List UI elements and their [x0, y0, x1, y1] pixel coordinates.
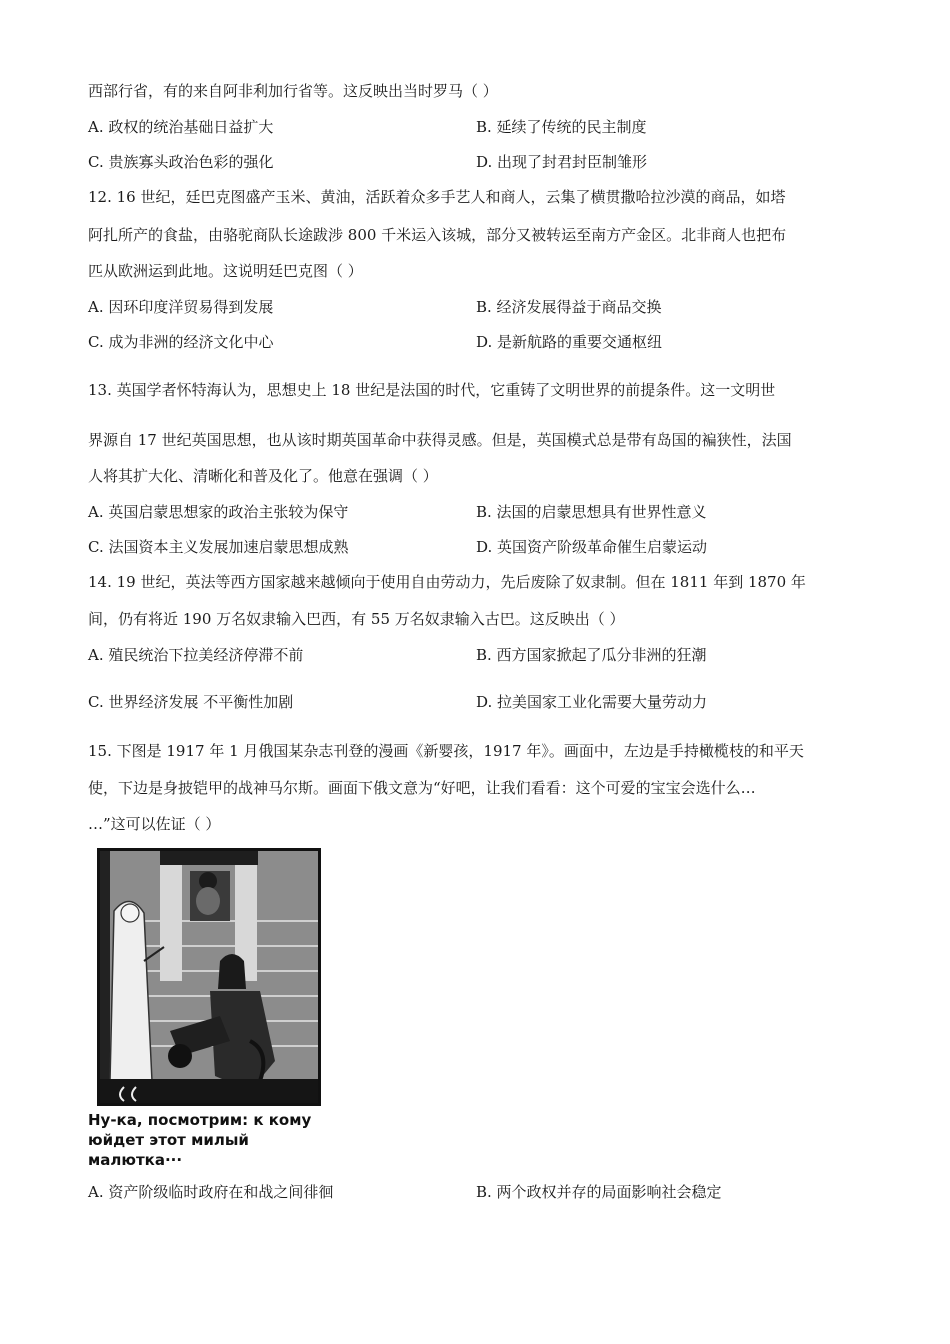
q11-stem: 西部行省，有的来自阿非利加行省等。这反映出当时罗马（ ） — [88, 82, 498, 100]
q15-stem-line-2: 使，下边是身披铠甲的战神马尔斯。画面下俄文意为“好吧，让我们看看：这个可爱的宝宝会选什么… — [88, 779, 756, 797]
q14-option-d: D. 拉美国家工业化需要大量劳动力 — [476, 693, 708, 711]
q11-option-b: B. 延续了传统的民主制度 — [476, 118, 647, 136]
cartoon-caption-line-1: Ну-ка, посмотрим: к кому — [88, 1111, 312, 1129]
q13-option-c: C. 法国资本主义发展加速启蒙思想成熟 — [88, 538, 349, 556]
baby-figure — [190, 871, 230, 921]
cartoon-drawing — [100, 851, 318, 1103]
q15-stem-line-1: 15. 下图是 1917 年 1 月俄国某杂志刊登的漫画《新婴孩，1917 年》。画面中，左边是手持橄榄枝的和平天 — [88, 742, 804, 760]
cartoon-image — [97, 848, 321, 1106]
q13-stem-line-1: 13. 英国学者怀特海认为，思想史上 18 世纪是法国的时代，它重铸了文明世界的前提条件。这一文明世 — [88, 381, 776, 399]
q11-option-c: C. 贵族寡头政治色彩的强化 — [88, 153, 274, 171]
q12-option-d: D. 是新航路的重要交通枢纽 — [476, 333, 663, 351]
cartoon-caption-line-2: юйдет этот милый малютка··· — [88, 1131, 249, 1169]
q12-option-c: C. 成为非洲的经济文化中心 — [88, 333, 274, 351]
q14-option-a: A. 殖民统治下拉美经济停滞不前 — [88, 646, 304, 664]
q14-stem-line-2: 间，仍有将近 190 万名奴隶输入巴西，有 55 万名奴隶输入古巴。这反映出（ ） — [88, 610, 625, 628]
cartoon-caption — [88, 1110, 348, 1170]
q13-stem-line-3: 人将其扩大化、清晰化和普及化了。他意在强调（ ） — [88, 467, 438, 485]
q15-option-b: B. 两个政权并存的局面影响社会稳定 — [476, 1183, 722, 1201]
q11-option-d: D. 出现了封君封臣制雏形 — [476, 153, 648, 171]
q13-option-a: A. 英国启蒙思想家的政治主张较为保守 — [88, 503, 349, 521]
q15-option-a: A. 资产阶级临时政府在和战之间徘徊 — [88, 1183, 334, 1201]
q15-stem-line-3: …”这可以佐证（ ） — [88, 815, 221, 833]
q12-stem-line-1: 12. 16 世纪，廷巴克图盛产玉米、黄油，活跃着众多手艺人和商人，云集了横贯撒哈拉沙漠的商品，如塔 — [88, 188, 786, 206]
q14-option-b: B. 西方国家掀起了瓜分非洲的狂潮 — [476, 646, 707, 664]
q12-stem-line-2: 阿扎所产的食盐，由骆驼商队长途跋涉 800 千米运入该城，部分又被转运至南方产金区。北非商人也把布 — [88, 226, 787, 244]
q14-stem-line-1: 14. 19 世纪，英法等西方国家越来越倾向于使用自由劳动力，先后废除了奴隶制。但在 1811 年到 1870 年 — [88, 573, 806, 591]
q13-option-d: D. 英国资产阶级革命催生启蒙运动 — [476, 538, 708, 556]
q13-stem-line-2: 界源自 17 世纪英国思想，也从该时期英国革命中获得灵感。但是，英国模式总是带有岛国的褊狭性，法国 — [88, 431, 792, 449]
q11-option-a: A. 政权的统治基础日益扩大 — [88, 118, 274, 136]
q12-option-b: B. 经济发展得益于商品交换 — [476, 298, 662, 316]
q14-option-c: C. 世界经济发展 不平衡性加剧 — [88, 693, 294, 711]
q12-stem-line-3: 匹从欧洲运到此地。这说明廷巴克图（ ） — [88, 262, 363, 280]
q13-option-b: B. 法国的启蒙思想具有世界性意义 — [476, 503, 707, 521]
q12-option-a: A. 因环印度洋贸易得到发展 — [88, 298, 274, 316]
